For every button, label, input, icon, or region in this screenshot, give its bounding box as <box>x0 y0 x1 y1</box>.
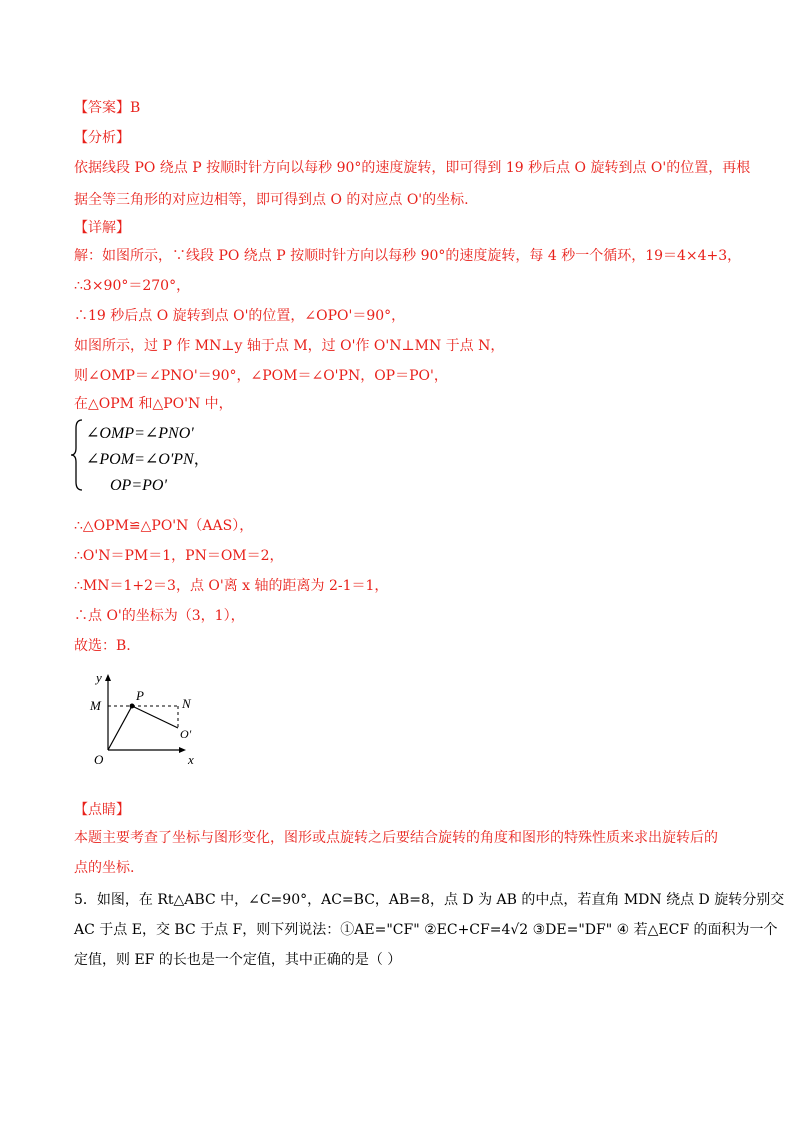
system-eq-2 <box>86 450 210 470</box>
o-prime-label: O' <box>180 727 192 741</box>
comment-text-1: 本题主要考查了坐标与图形变化，图形或点旋转之后要结合旋转的角度和图形的特殊性质来求出旋转后的 <box>74 830 718 846</box>
analysis-text-1: 依据线段 PO 绕点 P 按顺时针方向以每秒 90°的速度旋转，即可得到 19 秒后点 O 旋转到点 O'的位置，再根 <box>74 160 751 176</box>
question-5-text-3: 定值，则 EF 的长也是一个定值，其中正确的是（ ） <box>74 952 402 968</box>
detail-heading: 【详解】 <box>74 220 130 236</box>
segment-op <box>108 706 132 750</box>
system-eq-1: ∠OMP=∠PNO' <box>86 425 194 442</box>
system-eq-3: OP=PO' <box>110 477 167 494</box>
detail-text-3: ∴19 秒后点 O 旋转到点 O'的位置，∠OPO'＝90°， <box>74 308 406 324</box>
left-brace-icon <box>70 418 86 492</box>
origin-label: O <box>94 752 104 767</box>
y-axis-arrow-icon <box>105 674 111 681</box>
analysis-text-2: 据全等三角形的对应边相等，即可得到点 O 的对应点 O'的坐标. <box>74 192 469 208</box>
system-suffix: ， <box>193 451 210 468</box>
detail-text-10: ∴点 O'的坐标为（3，1）， <box>74 608 245 624</box>
x-axis-arrow-icon <box>179 747 186 753</box>
question-5-text-1: 5．如图，在 Rt△ABC 中，∠C=90°，AC=BC，AB=8，点 D 为 AB 的中点，若直角 MDN 绕点 D 旋转分别交 <box>74 892 785 908</box>
detail-text-5: 则∠OMP＝∠PNO'＝90°，∠POM＝∠O'PN，OP＝PO'， <box>74 368 448 384</box>
comment-heading: 【点睛】 <box>74 802 130 818</box>
detail-text-11: 故选：B. <box>74 638 131 654</box>
analysis-heading: 【分析】 <box>74 130 130 146</box>
question-5-text-2: AC 于点 E，交 BC 于点 F，则下列说法：①AE="CF" ②EC+CF=4√2 ③DE="DF" ④ 若△ECF 的面积为一个 <box>74 922 778 938</box>
detail-text-2: ∴3×90°＝270°， <box>74 278 191 294</box>
n-label: N <box>182 696 191 711</box>
segment-po-prime <box>132 706 178 728</box>
comment-text-2: 点的坐标. <box>74 860 135 876</box>
coordinate-figure <box>86 668 206 772</box>
y-axis-label: y <box>96 670 102 685</box>
detail-text-9: ∴MN＝1+2＝3，点 O'离 x 轴的距离为 2-1＝1， <box>74 578 389 594</box>
point-p <box>130 704 135 709</box>
detail-text-7: ∴△OPM≌△PO'N（AAS）， <box>74 518 254 534</box>
detail-text-6: 在△OPM 和△PO'N 中， <box>74 396 233 412</box>
x-axis-label: x <box>188 752 194 767</box>
detail-text-4: 如图所示，过 P 作 MN⊥y 轴于点 M，过 O'作 O'N⊥MN 于点 N， <box>74 338 505 354</box>
system-eq-2-text: ∠POM=∠O'PN <box>86 451 194 468</box>
p-label: P <box>136 688 144 703</box>
detail-text-1: 解：如图所示，∵线段 PO 绕点 P 按顺时针方向以每秒 90°的速度旋转，每 4 秒一个循环，19＝4×4+3， <box>74 248 742 264</box>
detail-text-8: ∴O'N＝PM＝1，PN＝OM＝2， <box>74 548 284 564</box>
m-label: M <box>90 698 101 713</box>
answer-line: 【答案】B <box>74 100 141 116</box>
